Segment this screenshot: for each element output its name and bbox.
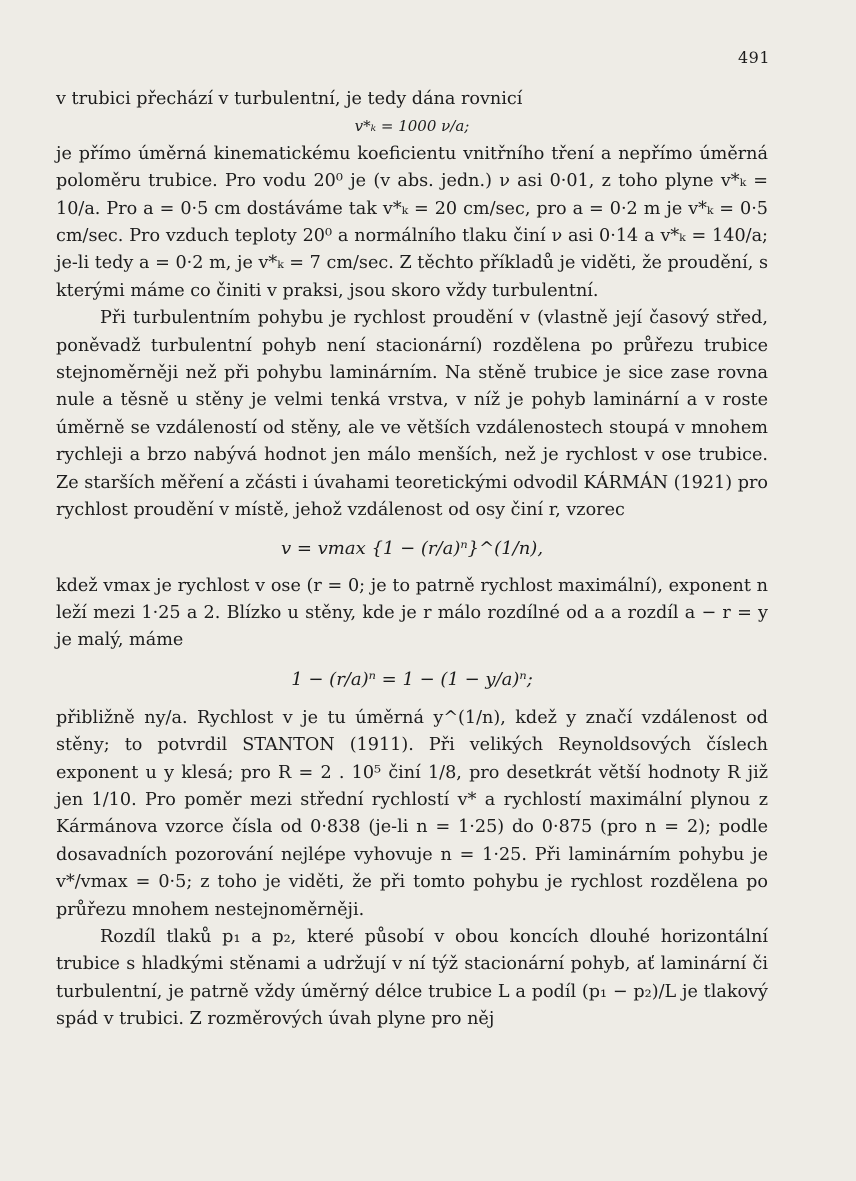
paragraph-2: je přímo úměrná kinematickému koeficientu vnitřního tření a nepřímo úměrná poloměru trubice. Pro vodu 20⁰ je (v abs. jedn.) ν asi 0·01, z toho plyne v*ₖ = 10/a. Pro a = 0·5 cm dostáváme tak v*ₖ = 20 cm/sec, pro a = 0·2 m je v*ₖ = 0·5 cm/sec. Pro vzduch teploty 20⁰ a normálního tlaku činí ν asi 0·14 a v*ₖ = 140/a; je-li tedy a = 0·2 m, je v*ₖ = 7 cm/sec. Z těchto příkladů je viděti, že proudění, s kterými máme co činiti v praksi, jsou skoro vždy turbulentní. [56,143,768,301]
equation-near-wall: 1 − (r/a)ⁿ = 1 − (1 − y/a)ⁿ; [291,668,533,690]
equation-critical-velocity: v*ₖ = 1000 ν/a; [354,117,470,136]
paragraph-1: v trubici přechází v turbulentní, je tedy dána rovnicí [56,89,523,109]
paragraph-6: Rozdíl tlaků p₁ a p₂, které působí v obou koncích dlouhé horizontální trubice s hladkými stěnami a udržují v ní týž stacionární pohyb, ať laminární či turbulentní, je patrně vždy úměrný délce trubice L a podíl (p₁ − p₂)/L je tlakový spád v trubici. Z rozměrových úvah plyne pro něj [56,926,768,1030]
page-number: 491 [737,48,770,67]
paragraph-5: přibližně ny/a. Rychlost v je tu úměrná y^(1/n), kdež y značí vzdálenost od stěny; to potvrdil STANTON (1911). Při velikých Reynoldsových číslech exponent u y klesá; pro R = 2 . 10⁵ činí 1/8, pro desetkrát větší hodnoty R již jen 1/10. Pro poměr mezi střední rychlostí v* a rychlostí maximální plynou z Kármánova vzorce čísla od 0·838 (je-li n = 1·25) do 0·875 (pro n = 2); podle dosavadních pozorování nejlépe vyhovuje n = 1·25. Při laminárním pohybu je v*/vmax = 0·5; z toho je viděti, že při tomto pohybu je rychlost rozdělena po průřezu mnohem nestejnoměrněji. [56,707,768,920]
equation-karman-profile: v = vmax {1 − (r/a)ⁿ}^(1/n), [280,537,544,559]
paragraph-3: Při turbulentním pohybu je rychlost proudění v (vlastně její časový střed, poněvadž turbulentní pohyb není stacionární) rozdělena po průřezu trubice stejnoměrněji než při pohybu laminárním. Na stěně trubice je sice zase rovna nule a těsně u stěny je velmi tenká vrstva, v níž je pohyb laminární a v roste úměrně se vzdáleností od stěny, ale ve větších vzdálenostech stoupá v mnohem rychleji a brzo nabývá hodnot jen málo menších, než je rychlost v ose trubice. Ze starších měření a zčásti i úvahami teoretickými odvodil KÁRMÁN (1921) pro rychlost proudění v místě, jehož vzdálenost od osy činí r, vzorec [56,308,768,521]
paragraph-4: kdež vmax je rychlost v ose (r = 0; je to patrně rychlost maximální), exponent n leží mezi 1·25 a 2. Blízko u stěny, kde je r málo rozdílné od a a rozdíl a − r = y je malý, máme [56,575,768,651]
page-text [56,86,768,1034]
